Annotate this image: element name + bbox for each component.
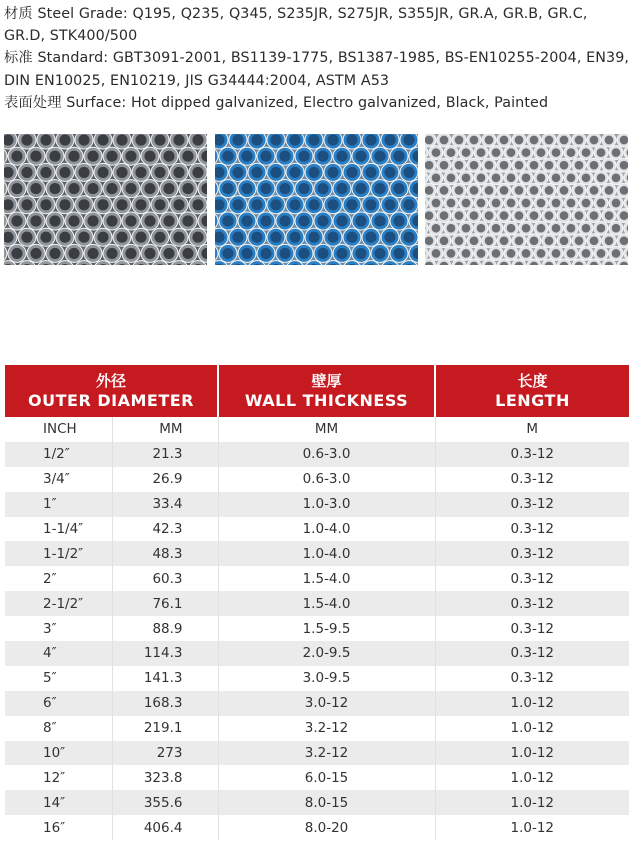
inch-cell: 16″ [5,815,112,840]
inch-cell: 5″ [5,666,112,691]
mm-cell: 406.4 [112,815,218,840]
wall-thickness-cell: 3.0-12 [218,691,435,716]
wall-thickness-en: WALL THICKNESS [244,391,409,410]
wall-thickness-cell: 8.0-15 [218,790,435,815]
wall-thickness-cell: 3.2-12 [218,716,435,741]
table-row [5,765,629,790]
inch-cell: 1-1/4″ [5,517,112,542]
standard-line: 标准 Standard: GBT3091-2001, BS1139-1775, BS1387-1985, BS-EN10255-2004, EN39, DIN EN10025, EN10219, JIS G34444:2004, ASTM A53 [4,50,630,89]
black-steel-pipe-stack-photo [4,134,207,265]
table-row [5,790,629,815]
wall-thickness-cell: 1.0-3.0 [218,492,435,517]
table-row [5,815,629,840]
table-row [5,566,629,591]
table-row [5,467,629,492]
mm-cell: 48.3 [112,541,218,566]
table-row [5,641,629,666]
inch-cell: 1/2″ [5,442,112,467]
length-cell: 0.3-12 [435,492,629,517]
unit-mm: MM [112,417,218,442]
length-cell: 1.0-12 [435,741,629,766]
table-row [5,616,629,641]
mm-cell: 219.1 [112,716,218,741]
mm-cell: 141.3 [112,666,218,691]
galvanized-pipe-stack-photo [425,134,628,265]
length-cell: 0.3-12 [510,570,555,587]
length-cell: 0.3-12 [510,471,555,488]
inch-cell: 14″ [5,790,112,815]
wall-thickness-cell: 2.0-9.5 [218,641,435,666]
outer-diameter-cn: 外径 [95,372,126,390]
outer-diameter-header [5,365,218,417]
wall-thickness-cell: 6.0-15 [218,765,435,790]
wall-thickness-cell: 1.0-4.0 [218,541,435,566]
surface-line: 表面处理 Surface: Hot dipped galvanized, Electro galvanized, Black, Painted [4,94,549,111]
wall-thickness-cell: 1.5-4.0 [218,566,435,591]
wall-thickness-cell: 3.0-9.5 [218,666,435,691]
mm-cell: 114.3 [112,641,218,666]
length-cell: 1.0-12 [435,790,629,815]
table-row [5,492,629,517]
inch-cell: 10″ [5,741,112,766]
wall-thickness-cell: 8.0-20 [218,815,435,840]
inch-cell: 2″ [5,566,112,591]
wall-thickness-cell: 1.5-9.5 [218,616,435,641]
length-cell: 1.0-12 [510,819,555,836]
inch-cell: 1-1/2″ [5,541,112,566]
wall-thickness-cn: 壁厚 [311,372,342,390]
table-row [5,517,629,542]
wall-thickness-cell: 1.0-4.0 [218,517,435,542]
inch-cell: 3/4″ [5,467,112,492]
length-cell: 0.3-12 [435,641,629,666]
length-cn: 长度 [517,372,548,390]
steel-grade-line: 材质 Steel Grade: Q195, Q235, Q345, S235JR, S275JR, S355JR, GR.A, GR.B, GR.C, GR.D, STK400/500 [4,6,588,45]
inch-cell: 12″ [5,765,112,790]
length-cell: 0.3-12 [435,591,629,616]
wall-thickness-cell: 0.6-3.0 [218,442,435,467]
mm-cell: 60.3 [112,566,218,591]
wall-thickness-cell: 1.5-4.0 [218,591,435,616]
length-cell: 0.3-12 [510,670,555,687]
mm-cell: 168.3 [112,691,218,716]
wall-thickness-header [218,365,435,417]
table-row [5,541,629,566]
unit-length: M [526,421,539,438]
length-cell: 0.3-12 [510,521,555,537]
unit-wall: MM [218,417,435,442]
length-cell: 0.3-12 [435,442,629,467]
length-en: LENGTH [495,391,570,410]
photo-strip [4,134,628,265]
wall-thickness-cell: 0.6-3.0 [218,467,435,492]
length-cell: 1.0-12 [435,691,629,716]
mm-cell: 76.1 [112,591,218,616]
mm-cell: 88.9 [112,616,218,641]
pipe-spec-table [5,365,629,840]
mm-cell: 33.4 [112,492,218,517]
blue-capped-pipe-stack-photo [215,134,418,265]
mm-cell: 323.8 [112,765,218,790]
table-header-row [5,365,629,417]
length-cell: 0.3-12 [510,620,555,637]
inch-cell: 8″ [5,716,112,741]
table-row [5,691,629,716]
inch-cell: 6″ [5,691,112,716]
mm-cell: 26.9 [112,467,218,492]
mm-cell: 21.3 [112,442,218,467]
outer-diameter-en: OUTER DIAMETER [28,391,194,410]
table-row [5,591,629,616]
spec-text [4,3,632,114]
unit-inch: INCH [5,417,112,442]
inch-cell: 2-1/2″ [5,591,112,616]
length-header [435,365,629,417]
mm-cell: 42.3 [112,517,218,542]
units-row [5,417,629,442]
length-cell: 1.0-12 [510,769,555,786]
table-row [5,666,629,691]
inch-cell: 1″ [5,492,112,517]
table-row [5,716,629,741]
table-row [5,442,629,467]
inch-cell: 3″ [5,616,112,641]
table-row [5,741,629,766]
inch-cell: 4″ [5,641,112,666]
wall-thickness-cell: 3.2-12 [218,741,435,766]
mm-cell: 355.6 [112,790,218,815]
mm-cell: 273 [112,741,218,766]
length-cell: 1.0-12 [510,720,555,737]
length-cell: 0.3-12 [435,541,629,566]
